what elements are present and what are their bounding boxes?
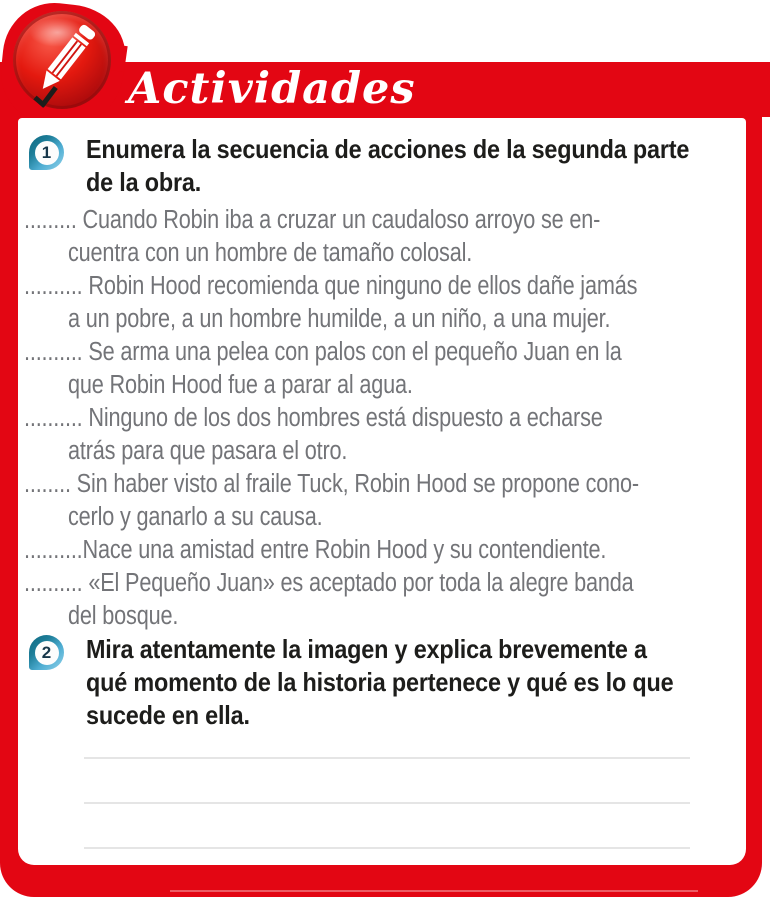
sequence-item-line: cuentra con un hombre de tamaño colosal. bbox=[68, 239, 473, 267]
answer-line bbox=[84, 759, 690, 804]
sequence-item bbox=[18, 567, 746, 633]
sequence-item bbox=[18, 468, 746, 534]
footer-divider bbox=[170, 890, 698, 892]
sequence-item bbox=[18, 402, 746, 468]
sequence-item-line: .......... Robin Hood recomienda que ninguno de ellos dañe jamás bbox=[24, 272, 638, 300]
activity-1-title-line: de la obra. bbox=[86, 167, 202, 197]
sequence-item bbox=[18, 270, 746, 336]
sequence-item bbox=[18, 204, 746, 270]
answer-line bbox=[84, 804, 690, 849]
sequence-item-line: ......... Cuando Robin iba a cruzar un caudaloso arroyo se en- bbox=[24, 206, 601, 234]
check-mark-icon bbox=[32, 85, 61, 108]
activity-1 bbox=[18, 133, 746, 199]
sequence-item-line: atrás para que pasara el otro. bbox=[68, 437, 348, 465]
section-title: Actividades bbox=[128, 64, 416, 114]
answer-line bbox=[84, 732, 690, 759]
activity-2-title-line: Mira atentamente la imagen y explica brevemente a bbox=[86, 634, 647, 664]
activity-1-title-line: Enumera la secuencia de acciones de la segunda parte bbox=[86, 134, 690, 164]
activity-2-badge bbox=[29, 635, 64, 670]
sequence-item bbox=[18, 336, 746, 402]
content-panel bbox=[18, 118, 746, 865]
sequence-item-line: cerlo y ganarlo a su causa. bbox=[68, 503, 323, 531]
sequence-item-line: ..........Nace una amistad entre Robin Hood y su contendiente. bbox=[24, 536, 607, 564]
pencil-badge bbox=[13, 11, 111, 109]
sequence-item-line: que Robin Hood fue a parar al agua. bbox=[68, 371, 413, 399]
activity-2-title-line: qué momento de la historia pertenece y qué es lo que bbox=[86, 667, 674, 697]
sequence-item bbox=[18, 534, 746, 567]
answer-area bbox=[84, 732, 690, 849]
activity-1-badge bbox=[29, 135, 64, 170]
activity-2 bbox=[18, 633, 746, 732]
sequence-item-line: .......... Ninguno de los dos hombres está dispuesto a echarse bbox=[24, 404, 603, 432]
sequence-item-line: ........ Sin haber visto al fraile Tuck, Robin Hood se propone cono- bbox=[24, 470, 639, 498]
sequence-item-line: .......... «El Pequeño Juan» es aceptado por toda la alegre banda bbox=[24, 569, 634, 597]
sequence-item-line: .......... Se arma una pelea con palos con el pequeño Juan en la bbox=[24, 338, 622, 366]
activity-2-title-line: sucede en ella. bbox=[86, 700, 250, 730]
sequence-item-line: del bosque. bbox=[68, 602, 179, 630]
sequence-item-line: a un pobre, a un hombre humilde, a un niño, a una mujer. bbox=[68, 305, 611, 333]
activity-1-number: 1 bbox=[35, 141, 59, 165]
sequence-item-list bbox=[18, 204, 746, 633]
activity-2-number: 2 bbox=[35, 641, 59, 665]
